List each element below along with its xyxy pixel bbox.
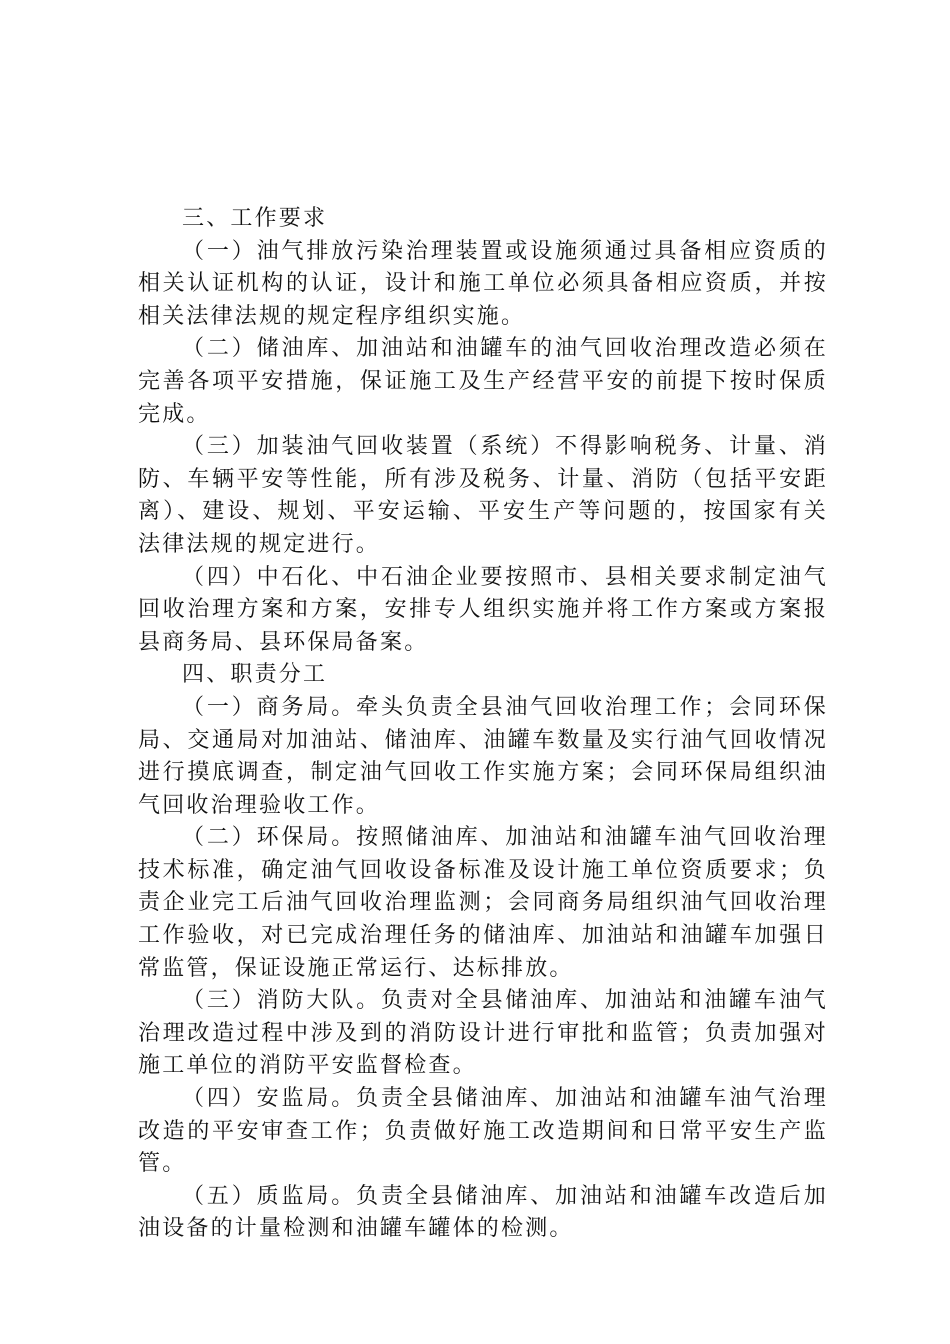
paragraph: （三）消防大队。负责对全县储油库、加油站和油罐车油气治理改造过程中涉及到的消防设计进行审批和监管；负责加强对施工单位的消防平安监督检查。 [138,988,828,1079]
paragraph: （一）油气排放污染治理装置或设施须通过具备相应资质的相关认证机构的认证，设计和施工单位必须具备相应资质，并按相关法律法规的规定程序组织实施。 [138,238,828,329]
paragraph: （二）储油库、加油站和油罐车的油气回收治理改造必须在完善各项平安措施，保证施工及生产经营平安的前提下按时保质完成。 [138,336,828,427]
section-heading-responsibilities: 四、职责分工 [182,662,328,688]
paragraph: （四）安监局。负责全县储油库、加油站和油罐车油气治理改造的平安审查工作；负责做好施工改造期间和日常平安生产监管。 [138,1086,828,1177]
document-body [138,203,828,1246]
paragraph: （五）质监局。负责全县储油库、加油站和油罐车改造后加油设备的计量检测和油罐车罐体的检测。 [138,1183,828,1242]
section-heading-work-requirements: 三、工作要求 [182,206,328,231]
paragraph: （四）中石化、中石油企业要按照市、县相关要求制定油气回收治理方案和方案，安排专人组织实施并将工作方案或方案报县商务局、县环保局备案。 [138,564,828,655]
paragraph: （二）环保局。按照储油库、加油站和油罐车油气回收治理技术标准，确定油气回收设备标准及设计施工单位资质要求；负责企业完工后油气回收治理监测；会同商务局组织油气回收治理工作验收，对已完成治理任务的储油库、加油站和油罐车加强日常监管，保证设施正常运行、达标排放。 [138,825,828,981]
paragraph: （一）商务局。牵头负责全县油气回收治理工作；会同环保局、交通局对加油站、储油库、油罐车数量及实行油气回收情况进行摸底调查，制定油气回收工作实施方案；会同环保局组织油气回收治理验收工作。 [138,694,828,818]
paragraph: （三）加装油气回收装置（系统）不得影响税务、计量、消防、车辆平安等性能，所有涉及税务、计量、消防（包括平安距离）、建设、规划、平安运输、平安生产等问题的，按国家有关法律法规的规定进行。 [138,434,828,557]
